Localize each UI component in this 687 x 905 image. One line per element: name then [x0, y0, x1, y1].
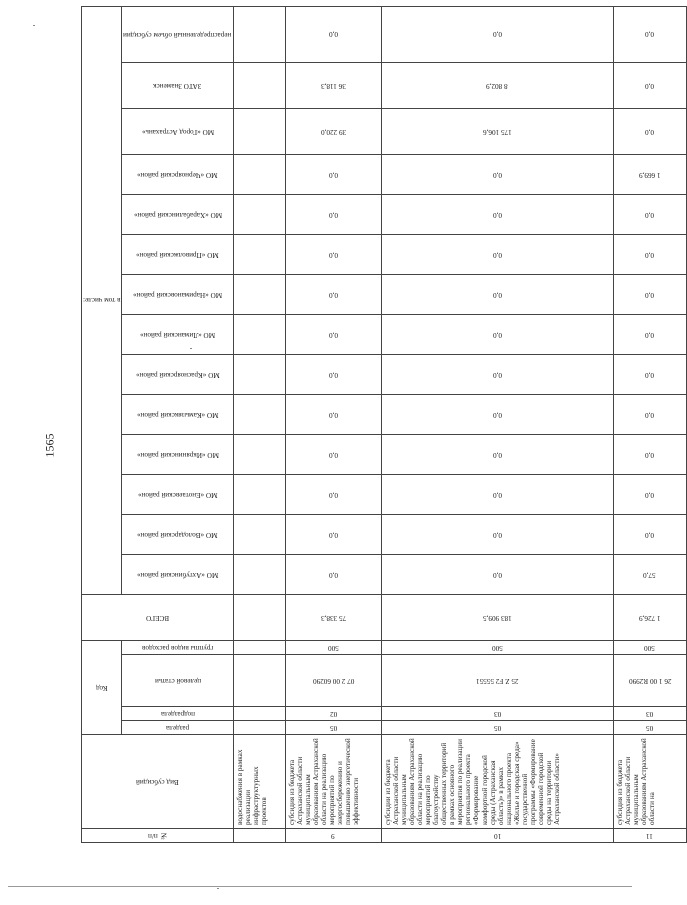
code-expense-group: 500	[613, 641, 686, 655]
code-section: 05	[381, 721, 613, 735]
mo-value: 0,0	[613, 515, 686, 555]
code-expense-group	[233, 641, 285, 655]
header-mo: МО «Приволжский район»	[122, 235, 233, 275]
code-subsection: 02	[285, 707, 381, 721]
table-body	[233, 6, 686, 842]
mo-value: 0,0	[613, 195, 686, 235]
mo-value: 8 802,9	[381, 63, 613, 109]
scan-speck	[217, 888, 219, 889]
mo-value: 1 669,9	[613, 155, 686, 195]
row-description: водоснабжения в рамках реализации инфраструктурных проектов	[233, 735, 285, 829]
mo-value: 0,0	[613, 63, 686, 109]
table-row	[613, 6, 686, 842]
code-section: 05	[285, 721, 381, 735]
mo-value: 0,0	[381, 555, 613, 595]
mo-value: 0,0	[613, 355, 686, 395]
row-total: 1 726,9	[613, 595, 686, 641]
mo-value: 0,0	[285, 435, 381, 475]
header-mo: МО «Город Астрахань»	[122, 109, 233, 155]
header-including: в том числе:	[82, 6, 122, 594]
header-code: Код	[82, 641, 122, 735]
page-bottom-rule	[8, 886, 632, 887]
header-mo: МО «Володарский район»	[122, 515, 233, 555]
mo-value: 0,0	[613, 275, 686, 315]
code-subsection: 03	[381, 707, 613, 721]
table-row	[233, 6, 285, 842]
mo-value: 0,0	[381, 195, 613, 235]
mo-value: 0,0	[381, 155, 613, 195]
mo-value	[233, 475, 285, 515]
code-expense-group: 500	[285, 641, 381, 655]
mo-value: 0,0	[381, 6, 613, 62]
mo-value: 0,0	[285, 395, 381, 435]
mo-value: 175 106,6	[381, 109, 613, 155]
mo-value: 0,0	[285, 515, 381, 555]
mo-value: 0,0	[613, 395, 686, 435]
mo-value: 0,0	[613, 235, 686, 275]
mo-value: 0,0	[381, 275, 613, 315]
mo-value	[233, 195, 285, 235]
header-mo: МО «Харабалинский район»	[122, 195, 233, 235]
mo-value: 0,0	[381, 475, 613, 515]
mo-value: 0,0	[285, 475, 381, 515]
table-row	[381, 6, 613, 842]
header-kind: Вид субсидий	[82, 735, 234, 829]
header-code-target: целевой статьи	[122, 655, 233, 707]
header-mo: МО «Енотаевский район»	[122, 475, 233, 515]
code-subsection: 03	[613, 707, 686, 721]
row-description: субсидия из бюджета Астраханской области муниципальным образованиям Астраханской области на реализацию мероприятий по энергосбережению и повышению энергетической эффективности	[285, 735, 381, 829]
subsidy-table-sheet	[81, 27, 672, 843]
row-number: 10	[381, 829, 613, 843]
row-number: 9	[285, 829, 381, 843]
code-section: 05	[613, 721, 686, 735]
header-mo: нераспределенный объем субсидии	[122, 6, 233, 62]
header-mo: МО «Наримановский район»	[122, 275, 233, 315]
header-mo: МО «Ахтубинский район»	[122, 555, 233, 595]
code-subsection	[233, 707, 285, 721]
header-code-subsection: подраздела	[122, 707, 233, 721]
code-expense-group: 500	[381, 641, 613, 655]
mo-value: 0,0	[381, 515, 613, 555]
header-num: № п/п	[82, 829, 234, 843]
row-total	[233, 595, 285, 641]
header-mo: МО «Икрянинский район»	[122, 435, 233, 475]
mo-value: 57,0	[613, 555, 686, 595]
code-target	[233, 655, 285, 707]
code-section	[233, 721, 285, 735]
header-mo: ЗАТО Знаменск	[122, 63, 233, 109]
mo-value: 0,0	[381, 435, 613, 475]
mo-value	[233, 155, 285, 195]
mo-value: 0,0	[613, 435, 686, 475]
mo-value: 0,0	[613, 6, 686, 62]
code-target: 07 2 00 60290	[285, 655, 381, 707]
header-mo: МО «Красноярский район»	[122, 355, 233, 395]
mo-value: 0,0	[613, 315, 686, 355]
mo-value	[233, 235, 285, 275]
row-description: субсидия из бюджета Астраханской области муниципальным образованиям Астраханской области на	[613, 735, 686, 829]
mo-value: 0,0	[285, 555, 381, 595]
mo-value	[233, 275, 285, 315]
mo-value	[233, 315, 285, 355]
mo-value: 0,0	[285, 315, 381, 355]
header-mo: МО «Лиманский район»	[122, 315, 233, 355]
mo-value	[233, 63, 285, 109]
scan-speck	[33, 25, 35, 26]
mo-value	[233, 355, 285, 395]
scan-speck	[190, 348, 192, 349]
header-mo: МО «Черноярский район»	[122, 155, 233, 195]
mo-value: 36 118,3	[285, 63, 381, 109]
mo-value	[233, 6, 285, 62]
mo-value	[233, 435, 285, 475]
mo-value	[233, 109, 285, 155]
mo-value: 0,0	[381, 315, 613, 355]
code-target: 26 1 00 R2990	[613, 655, 686, 707]
mo-value: 0,0	[285, 155, 381, 195]
header-mo: МО «Камызякский район»	[122, 395, 233, 435]
mo-value: 0,0	[285, 275, 381, 315]
mo-value: 0,0	[613, 475, 686, 515]
mo-value: 39 220,0	[285, 109, 381, 155]
row-number	[233, 829, 285, 843]
mo-value: 0,0	[613, 109, 686, 155]
mo-value: 0,0	[285, 6, 381, 62]
mo-value: 0,0	[381, 355, 613, 395]
header-code-section: раздела	[122, 721, 233, 735]
mo-value: 0,0	[381, 395, 613, 435]
row-total: 183 909,5	[381, 595, 613, 641]
mo-value: 0,0	[381, 235, 613, 275]
header-total: ВСЕГО	[82, 595, 234, 641]
row-total: 75 338,3	[285, 595, 381, 641]
page-number: 1565	[42, 433, 57, 458]
table-row	[285, 6, 381, 842]
row-description: субсидии из бюджета Астраханской области муниципальным образованиям Астраханской области на реализацию мероприятий по благоустройству общественных территорий в рамках основного мероприятия по реализации регионального проекта «Формирование комфортной городской среды (Астраханская область)» в рамках национального проекта «Жилье и городская среда» государственной программы «Формирование современной городской среды на территории Астраханской области»	[381, 735, 613, 829]
mo-value	[233, 395, 285, 435]
mo-value: 0,0	[285, 195, 381, 235]
mo-value: 0,0	[285, 355, 381, 395]
row-number: 11	[613, 829, 686, 843]
mo-value	[233, 515, 285, 555]
subsidy-table	[81, 6, 687, 843]
header-code-expense-group: группы видов расходов	[122, 641, 233, 655]
mo-value	[233, 555, 285, 595]
code-target: 25 Z F2 55551	[381, 655, 613, 707]
table-header	[82, 6, 234, 842]
mo-value: 0,0	[285, 235, 381, 275]
